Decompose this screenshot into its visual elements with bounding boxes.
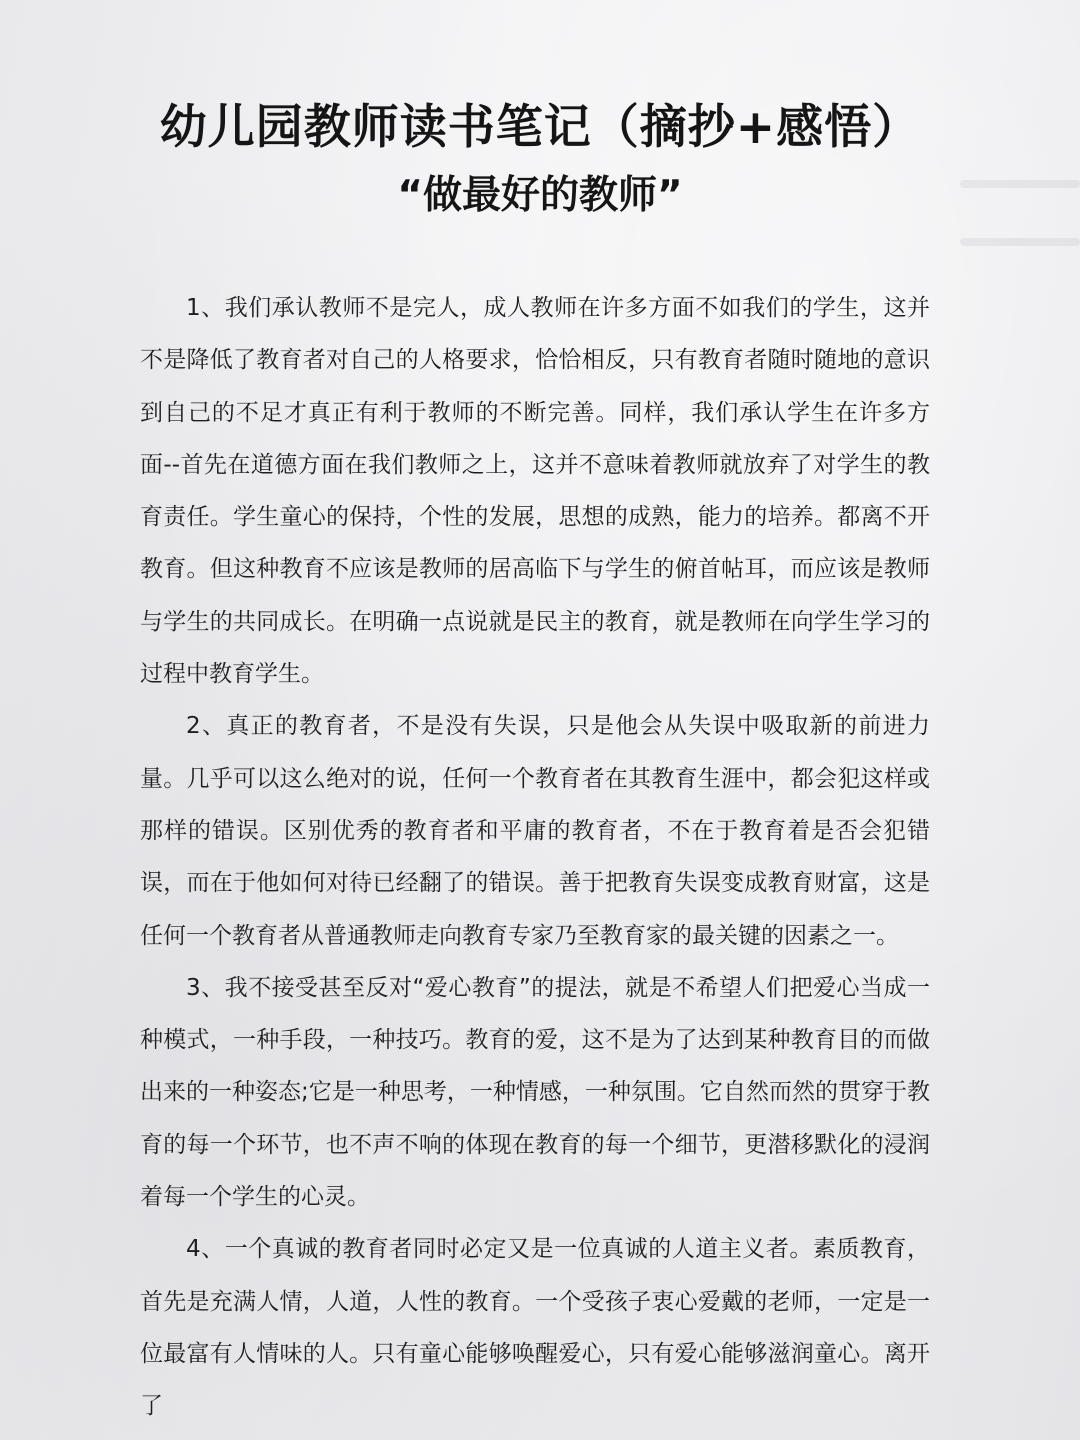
document-title: 幼儿园教师读书笔记（摘抄+感悟）	[159, 100, 921, 155]
bleed-through-mark	[960, 238, 1080, 246]
document-header	[0, 96, 1080, 222]
paragraph-4: 4、一个真诚的教育者同时必定又是一位真诚的人道主义者。素质教育，首先是充满人情，人道，人性的教育。一个受孩子衷心爱戴的老师，一定是一位最富有人情味的人。只有童心能够唤醒爱心，只有爱心能够滋润童心。离开了	[140, 1236, 930, 1420]
document-subtitle: “做最好的教师”	[397, 173, 683, 218]
document-body	[140, 282, 930, 1433]
paragraph-3: 3、我不接受甚至反对“爱心教育”的提法，就是不希望人们把爱心当成一种模式，一种手段，一种技巧。教育的爱，这不是为了达到某种教育目的而做出来的一种姿态;它是一种思考，一种情感，一种氛围。它自然而然的贯穿于教育的每一个环节，也不声不响的体现在教育的每一个细节，更潜移默化的浸润着每一个学生的心灵。	[140, 974, 930, 1211]
paragraph-1: 1、我们承认教师不是完人，成人教师在许多方面不如我们的学生，这并不是降低了教育者对自己的人格要求，恰恰相反，只有教育者随时随地的意识到自己的不足才真正有利于教师的不断完善。同样，我们承认学生在许多方面--首先在道德方面在我们教师之上，这并不意味着教师就放弃了对学生的教育责任。学生童心的保持，个性的发展，思想的成熟，能力的培养。都离不开教育。但这种教育不应该是教师的居高临下与学生的俯首帖耳，而应该是教师与学生的共同成长。在明确一点说就是民主的教育，就是教师在向学生学习的过程中教育学生。	[140, 295, 930, 688]
paragraph-2: 2、真正的教育者，不是没有失误，只是他会从失误中吸取新的前进力量。几乎可以这么绝对的说，任何一个教育者在其教育生涯中，都会犯这样或那样的错误。区别优秀的教育者和平庸的教育者，不在于教育着是否会犯错误，而在于他如何对待已经翻了的错误。善于把教育失误变成教育财富，这是任何一个教育者从普通教师走向教育专家乃至教育家的最关键的因素之一。	[140, 713, 930, 949]
